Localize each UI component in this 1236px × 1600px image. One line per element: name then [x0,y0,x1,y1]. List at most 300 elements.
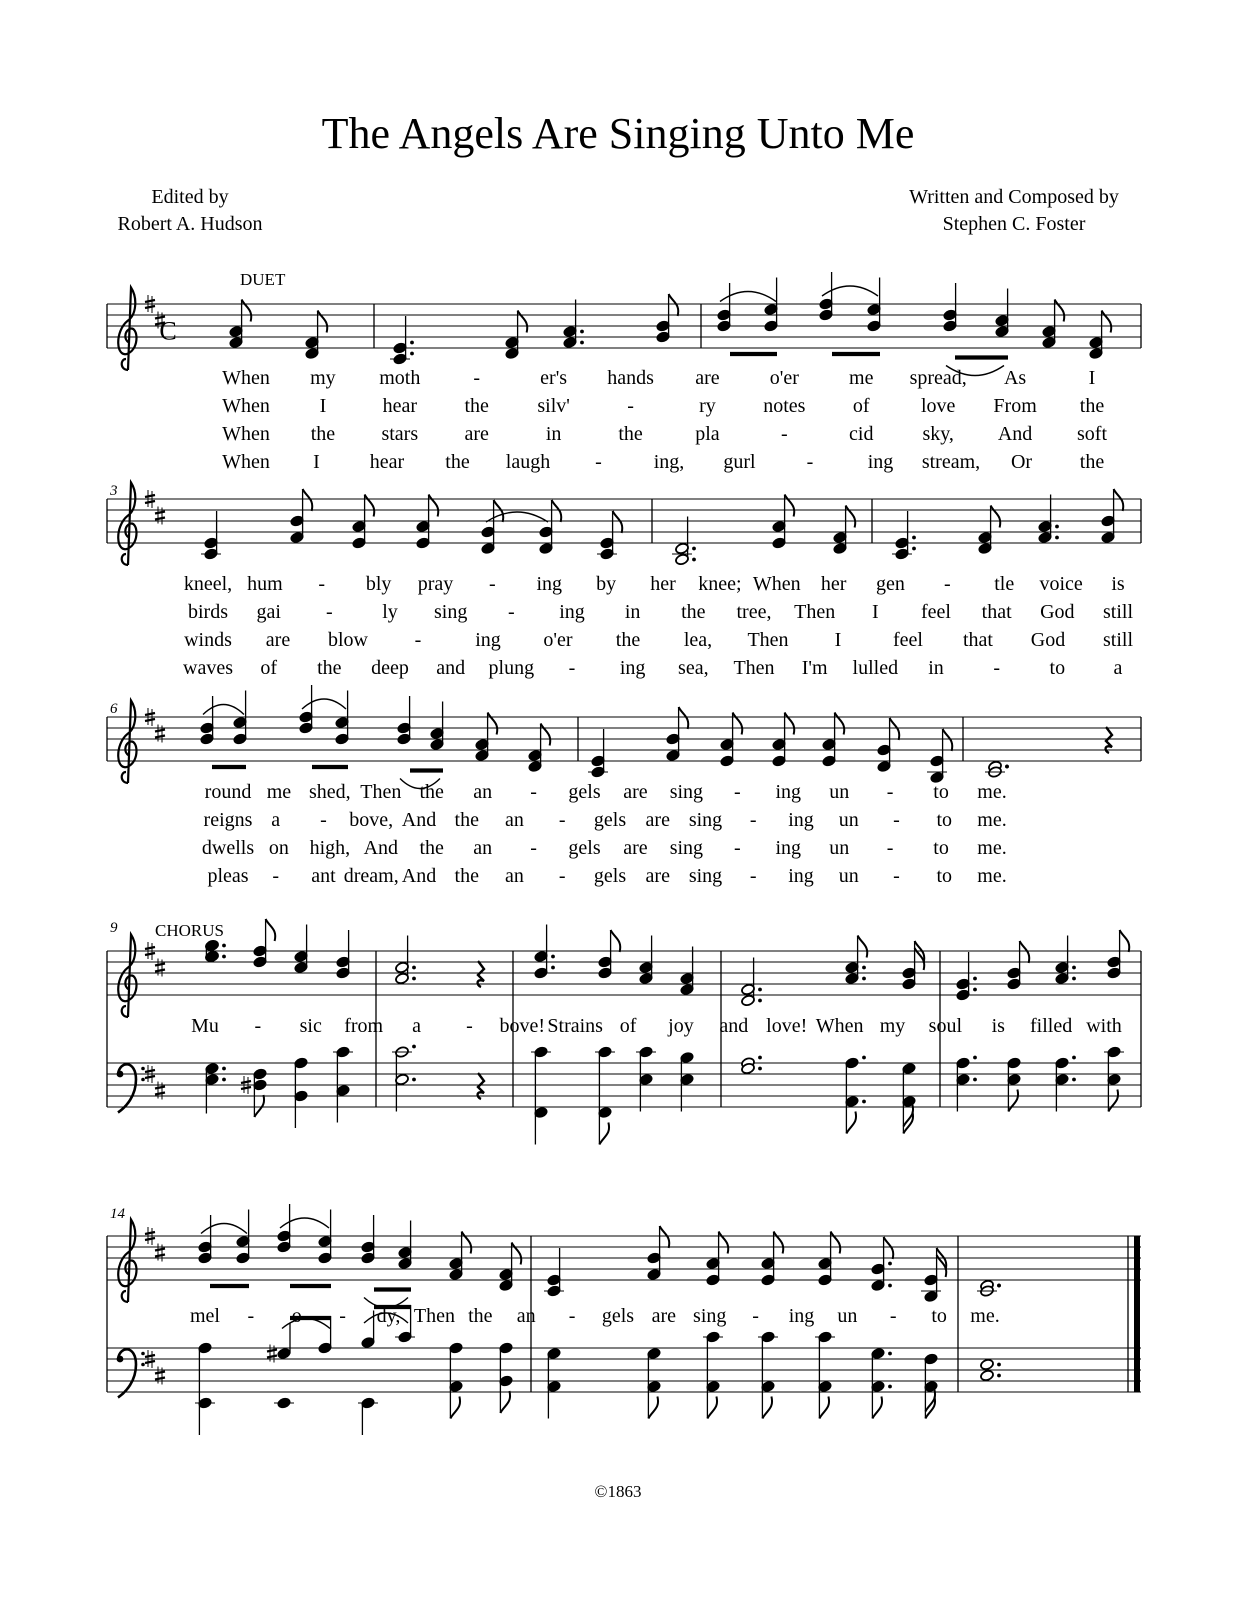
lyric-syllable: - [993,657,1001,679]
sharp-stroke [145,713,155,715]
lyric-syllable: - [889,1305,897,1327]
note-flag [450,1397,460,1419]
lyric-syllable: an [505,865,524,887]
augmentation-dot [973,977,977,981]
chord [754,958,762,1003]
composer-credit-label: Written and Composed by [909,186,1119,208]
song-title: The Angels Are Singing Unto Me [321,109,915,158]
lyric-syllable: to [933,837,949,859]
augmentation-dot [1072,977,1076,981]
lyric-syllable: are [623,837,648,859]
lyric-syllable: I [313,451,320,473]
lyric-syllable: her [650,573,676,595]
lyric-syllable: When [815,1015,864,1037]
chord [835,713,845,762]
chord [890,718,900,767]
sharp-stroke [145,947,155,949]
augmentation-dot [580,341,584,345]
augmentation-dot [912,547,916,551]
augmentation-dot [997,1284,1001,1288]
lyric-syllable: - [806,451,814,473]
lyric-syllable: gels [568,781,601,803]
lyric-syllable: winds [184,629,232,651]
lyric-syllable: I [871,601,879,623]
slur [822,286,878,296]
note-flag [858,936,868,958]
lyric-syllable: an [516,1305,536,1327]
key-signature-sharp-icon [155,1082,165,1100]
lyric-syllable: o [291,1305,302,1327]
section-label: DUET [240,270,286,289]
chord [518,311,528,354]
lyric-syllable: and [436,657,466,679]
lyric-syllable: lea, [683,629,713,651]
measure-number: 9 [110,920,118,936]
chord [541,724,551,767]
chord [576,300,584,345]
chord [1055,300,1065,343]
note-flag [846,506,856,528]
lyric-syllable: - [473,367,481,389]
lyric-syllable: Then [360,781,402,803]
note-flag [494,500,504,522]
lyric-syllable: - [339,1305,346,1327]
chord [552,500,562,549]
sharp-stroke [145,1076,155,1078]
augmentation-dot [410,352,414,356]
lyric-syllable: Then [733,657,775,679]
lyric-syllable: are [651,1305,677,1327]
lyric-syllable: moth [379,367,421,389]
lyric-syllable: my [310,367,336,389]
lyric-syllable: From [993,395,1037,417]
lyric-syllable: And [363,837,399,859]
lyric-syllable: tree, [736,601,772,623]
lyric-syllable: an [473,837,493,859]
augmentation-dot [222,1067,226,1071]
lyric-syllable: shed, [309,781,351,803]
augmentation-dot [973,988,977,992]
bass-clef-icon [117,1064,145,1112]
sharp-stroke [155,1372,165,1374]
lyric-syllable: in [624,601,641,623]
lyric-syllable: - [886,837,894,859]
slur [720,292,776,302]
lyric-syllable: the [681,601,706,623]
augmentation-dot [412,1078,416,1082]
lyric-syllable: - [749,865,757,887]
treble-clef-icon [118,701,136,784]
augmentation-dot [410,341,414,345]
lyric-syllable: - [530,837,537,859]
sharp-stroke [267,1350,277,1352]
note-head [980,1369,995,1382]
sharp-stroke [155,730,165,732]
lyric-syllable: tle [994,573,1015,595]
note-flag [1120,930,1130,952]
augmentation-dot [692,547,696,551]
lyric-syllable: ing, [653,451,685,473]
lyric-syllable: - [886,781,894,803]
measure-number: 14 [110,1206,125,1222]
lyric-syllable: me. [977,809,1007,831]
key-signature-sharp-icon [155,1244,165,1262]
chord [785,495,795,544]
measure-number: 3 [110,483,118,499]
lyric-syllable: bove, [349,809,394,831]
lyric-syllable: is [991,1015,1005,1037]
lyric-syllable: is [1111,573,1125,595]
chord [819,1337,829,1419]
lyric-syllable: a [412,1015,421,1037]
lyric-syllable: - [272,865,280,887]
lyric-syllable: hear [382,395,418,417]
lyric-syllable: to [1049,657,1066,679]
note-flag [707,1397,717,1419]
note-flag [1055,300,1065,322]
lyric-syllable: of [852,395,870,417]
bass-clef-dot [117,1071,124,1078]
note-flag [943,729,953,751]
chord [488,713,498,756]
lyric-syllable: mel [190,1305,220,1327]
lyric-syllable: me. [970,1305,1000,1327]
note-head [980,1358,995,1371]
lyric-syllable: are [645,809,670,831]
lyric-syllable: me [266,781,292,803]
accidental-sharp-icon [267,1345,277,1363]
lyric-syllable: And [401,865,437,887]
lyric-syllable: pla [695,423,720,445]
augmentation-dot [862,966,866,970]
lyric-syllable: When [752,573,801,595]
note-flag [318,311,328,333]
lyric-syllable: knee; [698,573,742,595]
note-flag [890,718,900,740]
sharp-stroke [155,736,165,738]
chord [997,1284,1001,1288]
chord-pickup [242,300,252,343]
sharp-stroke [241,1081,251,1083]
editor-name: Robert A. Hudson [117,213,263,235]
treble-clef-icon [118,935,136,1018]
lyric-syllable: by [596,573,617,595]
lyric-syllable: un [837,1305,858,1327]
slur [203,705,244,715]
chord [462,1232,472,1275]
chord [1114,489,1124,538]
lyric-syllable: on [268,837,289,859]
note-flag [669,294,679,316]
lyric-syllable: er's [540,367,568,389]
treble-clef-stroke [118,483,136,566]
sharp-stroke [145,495,155,497]
lyric-syllable: ing [788,865,814,887]
augmentation-dot [551,955,555,959]
lyric-syllable: When [222,395,270,417]
lyric-syllable: sky, [922,423,954,445]
lyric-syllable: are [623,781,648,803]
chord [943,729,953,778]
note-flag [599,1123,609,1145]
lyric-syllable: a [1113,657,1123,679]
note-flag [785,495,795,517]
lyric-syllable: birds [188,601,228,623]
chord [1008,1063,1018,1112]
lyric-syllable: soul [928,1015,963,1037]
sharp-stroke [145,953,155,955]
note-flag [500,1391,510,1413]
lyric-syllable: the [317,657,342,679]
note-flag [552,500,562,522]
editor-credit-label: Edited by [151,186,229,208]
sharp-stroke [241,1087,251,1089]
lyric-syllable: I [834,629,842,651]
lyric-syllable: the [464,395,489,417]
lyric-syllable: Then [747,629,789,651]
lyric-syllable: ing [475,629,501,651]
lyric-syllable: - [558,809,566,831]
sharp-stroke [145,1355,155,1357]
augmentation-dot [912,536,916,540]
lyric-syllable: Then [413,1305,455,1327]
lyric-syllable: When [222,451,270,473]
measure-number: 6 [110,701,118,717]
lyric-syllable: - [893,865,900,887]
lyric-syllable: dream, [343,865,399,887]
note-flag [518,311,528,333]
lyric-syllable: - [320,809,327,831]
augmentation-dot [862,1056,866,1060]
augmentation-dot [862,1100,866,1104]
lyric-syllable: God [1040,601,1075,623]
chord [762,1337,772,1419]
lyric-syllable: ing [559,601,585,623]
augmentation-dot [1055,536,1059,540]
lyric-syllable: gai [256,601,281,623]
chord [512,1243,522,1286]
augmentation-dot [997,1374,1001,1378]
lyric-syllable: sing [693,1305,727,1327]
lyric-syllable: silv' [537,395,570,417]
lyric-syllable: the [1079,395,1105,417]
chord [991,506,1001,549]
bass-clef-dot [141,1078,145,1082]
chord [494,500,504,549]
lyric-syllable: - [595,451,602,473]
sharp-stroke [155,970,165,972]
lyric-syllable: my [879,1015,906,1037]
lyric-syllable: ant [311,865,336,887]
lyric-syllable: gurl [723,451,756,473]
note-flag [831,1232,841,1254]
lyric-syllable: Mu [191,1015,219,1037]
lyric-syllable: - [627,395,634,417]
lyric-syllable: a [271,809,281,831]
lyric-syllable: ing [619,657,646,679]
lyric-syllable: the [1079,451,1105,473]
sharp-stroke [155,1378,165,1380]
lyric-syllable: - [749,809,757,831]
lyric-syllable: un [829,837,850,859]
note-head [675,553,690,566]
lyric-syllable: sing [688,865,723,887]
note-head [277,1347,292,1360]
note-flag [762,1397,772,1419]
lyric-syllable: love! [766,1015,808,1037]
bass-clef-dot [141,1352,145,1356]
lyric-syllable: - [781,423,788,445]
lyric-syllable: - [733,781,741,803]
note-flag [462,1232,472,1254]
chord [1051,495,1059,540]
chord [774,1232,784,1281]
lyric-syllable: the [445,451,470,473]
lyric-syllable: of [619,1015,637,1037]
lyric-syllable: in [928,657,944,679]
lyric-syllable: I [1088,367,1096,389]
lyric-syllable: gels [593,865,627,887]
augmentation-dot [1005,765,1009,769]
note-flag [365,495,375,517]
lyric-syllable: When [222,367,270,389]
sharp-stroke [145,1070,155,1072]
sharp-stroke [145,719,155,721]
key-signature-sharp-icon [155,1367,165,1385]
lyric-syllable: are [265,629,291,651]
lyric-syllable: high, [309,837,351,859]
quarter-rest-icon [1106,727,1112,753]
bass-clef-dot [117,1356,124,1363]
sharp-stroke [155,1087,165,1089]
lyric-syllable: dwells [201,837,255,859]
lyric-syllable: un [829,781,850,803]
lyric-syllable: that [981,601,1012,623]
lyric-syllable: soft [1077,423,1107,445]
augmentation-dot [973,1056,977,1060]
lyric-syllable: to [933,781,949,803]
key-signature-sharp-icon [155,725,165,743]
note-flag [429,495,439,517]
augmentation-dot [551,966,555,970]
slur [201,1224,247,1234]
chord [846,506,856,549]
sharp-stroke [145,501,155,503]
lyric-syllable: her [820,573,847,595]
lyric-syllable: the [310,423,336,445]
augmentation-dot [412,1045,416,1049]
lyric-syllable: are [695,367,720,389]
augmentation-dot [1072,966,1076,970]
augmentation-dot [758,988,762,992]
lyric-syllable: pleas [207,865,249,887]
composer-name: Stephen C. Foster [942,213,1086,235]
lyric-syllable: the [419,781,444,803]
chord [719,1232,729,1281]
chord [858,936,868,981]
lyric-syllable: Then [794,601,836,623]
lyric-syllable: - [752,1305,759,1327]
chord [1068,936,1076,981]
lyric-syllable: lulled [852,657,899,679]
lyric-syllable: to [931,1305,947,1327]
note-flag [254,1095,264,1117]
lyric-syllable: still [1102,601,1134,623]
lyric-syllable: - [733,837,741,859]
chord [679,707,689,756]
lyric-syllable: stars [381,423,419,445]
lyric-syllable: spread, [909,367,967,389]
chord [831,1232,841,1281]
note-flag [303,489,313,511]
chord [408,936,416,981]
lyric-syllable: - [558,865,566,887]
lyric-syllable: ing [775,781,802,803]
augmentation-dot [888,1385,892,1389]
lyric-syllable: un [838,809,859,831]
lyric-syllable: - [414,629,422,651]
lyric-syllable: hands [607,367,654,389]
lyric-syllable: o'er [543,629,573,651]
note-flag [1108,1090,1118,1112]
bass-clef-dot [141,1067,145,1071]
lyric-syllable: And [401,809,437,831]
chord [365,495,375,544]
lyric-syllable: an [473,781,493,803]
lyric-syllable: cid [849,423,874,445]
lyric-syllable: God [1030,629,1066,651]
treble-clef-icon [118,1220,136,1303]
lyric-syllable: of [260,657,278,679]
lyric-syllable: still [1102,629,1134,651]
chord [707,1337,717,1419]
note-flag [719,1232,729,1254]
note-flag [819,1397,829,1419]
lyric-syllable: waves [183,657,233,679]
note-flag [1114,489,1124,511]
quarter-rest-icon [478,961,484,987]
lyric-syllable: love [920,395,956,417]
sharp-stroke [145,306,155,308]
sharp-stroke [155,518,165,520]
augmentation-dot [1072,1056,1076,1060]
sharp-stroke [145,1361,155,1363]
key-signature-sharp-icon [155,507,165,525]
lyric-syllable: gels [601,1305,635,1327]
lyric-syllable: the [468,1305,493,1327]
lyric-syllable: me [849,367,874,389]
lyric-syllable: - [507,601,515,623]
lyric-syllable: to [936,865,953,887]
lyric-syllable: feel [893,629,923,651]
lyric-syllable: bove! [499,1015,546,1037]
lyric-syllable: As [1003,367,1027,389]
lyric-syllable: ing [775,837,802,859]
sharp-stroke [145,1232,155,1234]
chord [937,1248,947,1297]
lyric-syllable: an [505,809,524,831]
sharp-stroke [145,1238,155,1240]
lyric-syllable: sing [688,809,723,831]
augmentation-dot [222,944,226,948]
augmentation-dot [1072,1078,1076,1082]
chord-pickup [318,311,328,354]
note-flag [242,300,252,322]
lyric-syllable: stream, [921,451,981,473]
chord [733,713,743,762]
lyric-syllable: plung [488,657,535,679]
augmentation-dot [862,977,866,981]
